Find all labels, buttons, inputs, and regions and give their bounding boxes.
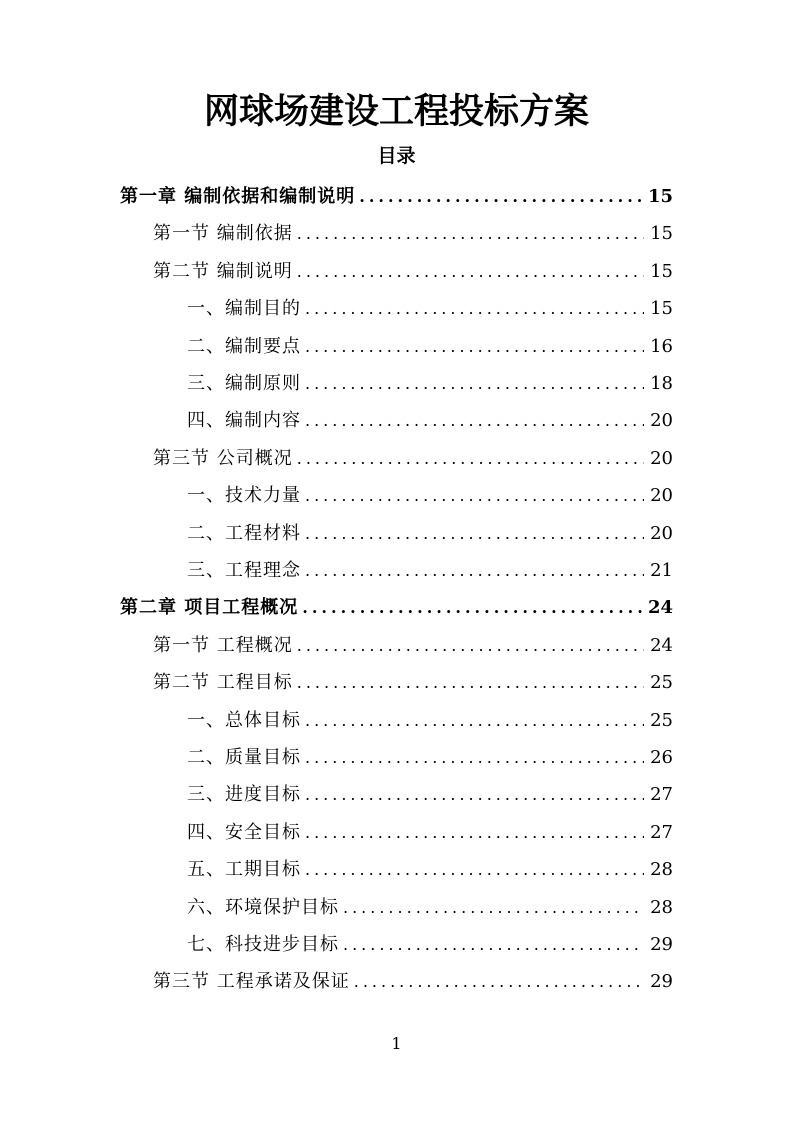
toc-dot-leader: [305, 855, 644, 885]
toc-chapter-entry[interactable]: [120, 593, 673, 623]
toc-entry-page: 27: [650, 821, 673, 843]
toc-dot-leader: [305, 294, 644, 324]
toc-entry-label: 二、工程材料: [187, 522, 301, 544]
toc-entry-label: 一、技术力量: [187, 485, 301, 507]
toc-subsection-entry[interactable]: [187, 406, 673, 436]
toc-dot-leader: [305, 818, 644, 848]
toc-entry-label: 六、环境保护目标: [187, 896, 339, 918]
toc-subsection-entry[interactable]: [187, 556, 673, 586]
toc-section-entry[interactable]: [153, 967, 673, 997]
toc-entry-page: 27: [650, 784, 673, 806]
toc-entry-page: 20: [650, 485, 673, 507]
toc-entry-label: 三、工程理念: [187, 560, 301, 581]
toc-dot-leader: [343, 930, 644, 960]
toc-dot-leader: [359, 182, 642, 212]
toc-entry-label: 三、编制原则: [187, 373, 301, 394]
toc-entry-page: 20: [650, 522, 673, 544]
toc-entry-label: 四、安全目标: [187, 821, 301, 843]
toc-entry-page: 25: [650, 672, 673, 694]
toc-section-entry[interactable]: [153, 668, 673, 698]
toc-section-entry[interactable]: [153, 257, 673, 287]
toc-subsection-entry[interactable]: [187, 818, 673, 848]
toc-entry-label: 五、工期目标: [187, 859, 301, 881]
toc-subsection-entry[interactable]: [187, 519, 673, 549]
toc-entry-label: 一、编制目的: [187, 298, 301, 320]
toc-entry-label: 四、编制内容: [187, 410, 301, 432]
toc-dot-leader: [297, 444, 644, 474]
toc-heading: 目录: [377, 145, 416, 167]
toc-entry-label: 二、编制要点: [187, 335, 301, 357]
toc-dot-leader: [343, 893, 644, 923]
toc-entry-page: 29: [650, 971, 673, 993]
toc-section-entry[interactable]: [153, 444, 673, 474]
toc-entry-page: 20: [650, 410, 673, 432]
toc-subsection-entry[interactable]: [187, 930, 673, 960]
toc-entry-label: 第二章 项目工程概况: [120, 597, 299, 619]
toc-dot-leader: [305, 780, 644, 810]
toc-entry-label: 三、进度目标: [187, 784, 301, 806]
toc-entry-label: 第一节 工程概况: [153, 634, 293, 656]
toc-dot-leader: [305, 481, 644, 511]
toc-entry-page: 24: [650, 634, 673, 656]
toc-dot-leader: [305, 332, 644, 362]
toc-entry-page: 25: [650, 709, 673, 731]
toc-entry-page: 28: [650, 896, 673, 918]
toc-subsection-entry[interactable]: [187, 706, 673, 736]
toc-subsection-entry[interactable]: [187, 369, 673, 399]
toc-entry-page: 15: [650, 260, 673, 282]
toc-subsection-entry[interactable]: [187, 743, 673, 773]
toc-entry-label: 第三节 公司概况: [153, 447, 293, 469]
toc-dot-leader: [305, 556, 644, 586]
toc-dot-leader: [305, 706, 644, 736]
toc-entry-page: 15: [650, 298, 673, 320]
toc-entry-label: 第二节 编制说明: [153, 260, 293, 282]
toc-entry-label: 第一章 编制依据和编制说明: [120, 186, 356, 207]
toc-dot-leader: [305, 406, 644, 436]
toc-subsection-entry[interactable]: [187, 294, 673, 324]
toc-section-entry[interactable]: [153, 219, 673, 249]
toc-dot-leader: [297, 219, 644, 249]
toc-subsection-entry[interactable]: [187, 780, 673, 810]
toc-entry-label: 第二节 工程目标: [153, 672, 293, 694]
toc-entry-page: 20: [650, 447, 673, 469]
document-title: 网球场建设工程投标方案: [203, 91, 589, 132]
toc-dot-leader: [305, 369, 644, 399]
toc-entry-page: 24: [647, 597, 673, 619]
toc-dot-leader: [305, 519, 644, 549]
toc-entry-label: 七、科技进步目标: [187, 934, 339, 955]
toc-entry-page: 15: [647, 186, 673, 207]
toc-entry-label: 第三节 工程承诺及保证: [153, 971, 350, 993]
toc-entry-page: 26: [650, 747, 673, 768]
toc-entry-page: 21: [650, 560, 673, 581]
page-number: 1: [391, 1034, 402, 1053]
toc-entry-page: 15: [650, 223, 673, 245]
toc-dot-leader: [354, 967, 644, 997]
toc-dot-leader: [297, 631, 644, 661]
toc-dot-leader: [297, 257, 644, 287]
toc-subsection-entry[interactable]: [187, 481, 673, 511]
toc-subsection-entry[interactable]: [187, 332, 673, 362]
toc-dot-leader: [302, 593, 642, 623]
toc-entry-page: 18: [650, 373, 673, 394]
toc-dot-leader: [297, 668, 644, 698]
toc-chapter-entry[interactable]: [120, 182, 673, 212]
toc-subsection-entry[interactable]: [187, 855, 673, 885]
toc-entry-label: 第一节 编制依据: [153, 223, 293, 245]
toc-section-entry[interactable]: [153, 631, 673, 661]
toc-entry-label: 一、总体目标: [187, 709, 301, 731]
toc-subsection-entry[interactable]: [187, 893, 673, 923]
toc-dot-leader: [305, 743, 644, 773]
toc-entry-page: 28: [650, 859, 673, 881]
toc-entry-label: 二、质量目标: [187, 747, 301, 768]
toc-entry-page: 29: [650, 934, 673, 955]
toc-entry-page: 16: [650, 335, 673, 357]
